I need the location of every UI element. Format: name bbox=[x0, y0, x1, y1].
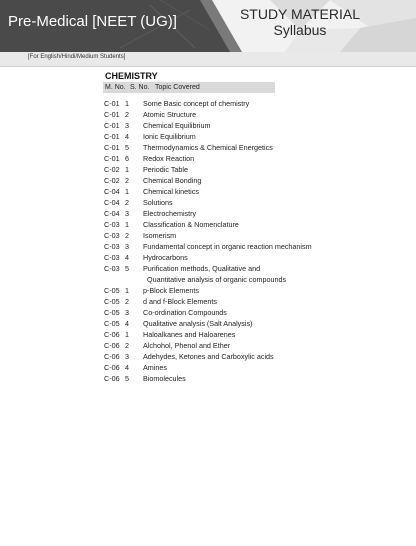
topic-row bbox=[104, 109, 404, 120]
topic: Chemical Bonding bbox=[143, 176, 202, 185]
serial-no: 3 bbox=[125, 308, 129, 317]
topic: Chemical Equilibrium bbox=[143, 121, 211, 130]
topic-row bbox=[104, 329, 404, 340]
topic-row bbox=[104, 296, 404, 307]
module-no: C-06 bbox=[104, 352, 120, 361]
module-no: C-01 bbox=[104, 143, 120, 152]
serial-no: 1 bbox=[125, 220, 129, 229]
topic-row bbox=[104, 351, 404, 362]
topic-row bbox=[104, 362, 404, 373]
serial-no: 6 bbox=[125, 154, 129, 163]
module-no: C-01 bbox=[104, 99, 120, 108]
topic: Quantitative analysis of organic compounds bbox=[147, 275, 287, 284]
topic: Hydrocarbons bbox=[143, 253, 188, 262]
topic-row bbox=[104, 186, 404, 197]
study-material-label: STUDY MATERIAL bbox=[239, 6, 360, 22]
module-no: C-04 bbox=[104, 187, 120, 196]
topic: Redox Reaction bbox=[143, 154, 195, 163]
topic: Some Basic concept of chemistry bbox=[143, 99, 250, 108]
serial-no: 1 bbox=[125, 187, 129, 196]
serial-no: 2 bbox=[125, 198, 129, 207]
topic: Alchohol, Phenol and Ether bbox=[143, 341, 231, 350]
topic-row-continuation bbox=[104, 274, 404, 285]
module-no: C-01 bbox=[104, 121, 120, 130]
serial-no: 2 bbox=[125, 231, 129, 240]
topic: Co-ordination Compounds bbox=[143, 308, 227, 317]
topic: Isomerism bbox=[143, 231, 177, 240]
serial-no: 5 bbox=[125, 374, 129, 383]
topic-row bbox=[104, 153, 404, 164]
module-no: C-05 bbox=[104, 308, 120, 317]
topic-row bbox=[104, 263, 404, 274]
serial-no: 3 bbox=[125, 121, 129, 130]
topic-row bbox=[104, 98, 404, 109]
student-info-text: [For English/Hindi/Medium Students] bbox=[28, 54, 126, 60]
topic: Amines bbox=[143, 363, 167, 372]
module-no: C-04 bbox=[104, 198, 120, 207]
module-no: C-04 bbox=[104, 209, 120, 218]
topic-row bbox=[104, 340, 404, 351]
topic: Solutions bbox=[143, 198, 173, 207]
module-no: C-01 bbox=[104, 110, 120, 119]
module-no: C-06 bbox=[104, 363, 120, 372]
topic-row bbox=[104, 285, 404, 296]
topic-row bbox=[104, 373, 404, 384]
module-no: C-05 bbox=[104, 297, 120, 306]
serial-no: 1 bbox=[125, 330, 129, 339]
topic: Electrochemistry bbox=[143, 209, 197, 218]
serial-no: 5 bbox=[125, 264, 129, 273]
topic-row bbox=[104, 230, 404, 241]
module-no: C-06 bbox=[104, 341, 120, 350]
module-no: C-01 bbox=[104, 154, 120, 163]
module-no: C-05 bbox=[104, 319, 120, 328]
topic: Thermodynamics & Chemical Energetics bbox=[143, 143, 273, 152]
topic-row bbox=[104, 252, 404, 263]
module-no: C-05 bbox=[104, 286, 120, 295]
topic-row bbox=[104, 197, 404, 208]
serial-no: 3 bbox=[125, 242, 129, 251]
header-title: Pre-Medical [NEET (UG)] bbox=[8, 13, 177, 30]
topic-row bbox=[104, 219, 404, 230]
topic-row bbox=[104, 131, 404, 142]
topic-row bbox=[104, 318, 404, 329]
topic-list bbox=[104, 98, 404, 384]
col-module-no: M. No. bbox=[105, 84, 126, 91]
module-no: C-03 bbox=[104, 231, 120, 240]
topic-row bbox=[104, 175, 404, 186]
serial-no: 4 bbox=[125, 132, 129, 141]
topic: Ionic Equilibrium bbox=[143, 132, 196, 141]
topic-row bbox=[104, 307, 404, 318]
serial-no: 2 bbox=[125, 341, 129, 350]
module-no: C-06 bbox=[104, 374, 120, 383]
study-material-title bbox=[240, 6, 360, 38]
serial-no: 1 bbox=[125, 286, 129, 295]
module-no: C-01 bbox=[104, 132, 120, 141]
topic: Adehydes, Ketones and Carboxylic acids bbox=[143, 352, 274, 361]
topic: Purification methods, Qualitative and bbox=[143, 264, 261, 273]
serial-no: 2 bbox=[125, 297, 129, 306]
serial-no: 1 bbox=[125, 99, 129, 108]
module-no: C-03 bbox=[104, 220, 120, 229]
student-info-bar bbox=[0, 52, 416, 67]
topic: p-Block Elements bbox=[143, 286, 199, 295]
topic-row bbox=[104, 142, 404, 153]
serial-no: 2 bbox=[125, 176, 129, 185]
serial-no: 2 bbox=[125, 110, 129, 119]
serial-no: 4 bbox=[125, 319, 129, 328]
topic: Qualitative analysis (Salt Analysis) bbox=[143, 319, 253, 328]
topic: Biomolecules bbox=[143, 374, 186, 383]
topic-row bbox=[104, 241, 404, 252]
topic-row bbox=[104, 164, 404, 175]
col-serial-no: S. No. bbox=[130, 84, 150, 91]
topic: Classification & Nomenclature bbox=[143, 220, 239, 229]
serial-no: 5 bbox=[125, 143, 129, 152]
module-no: C-03 bbox=[104, 264, 120, 273]
serial-no: 3 bbox=[125, 352, 129, 361]
topic: Atomic Structure bbox=[143, 110, 197, 119]
topic: Periodic Table bbox=[143, 165, 189, 174]
module-no: C-02 bbox=[104, 165, 120, 174]
syllabus-label: Syllabus bbox=[273, 22, 327, 38]
module-no: C-03 bbox=[104, 253, 120, 262]
col-topic: Topic Covered bbox=[155, 84, 200, 91]
serial-no: 4 bbox=[125, 363, 129, 372]
module-no: C-03 bbox=[104, 242, 120, 251]
module-no: C-02 bbox=[104, 176, 120, 185]
topic: Chemical kinetics bbox=[143, 187, 199, 196]
section-title: CHEMISTRY bbox=[105, 71, 158, 81]
module-no: C-06 bbox=[104, 330, 120, 339]
topic: Fundamental concept in organic reaction mechanism bbox=[143, 242, 312, 251]
topic-row bbox=[104, 120, 404, 131]
serial-no: 3 bbox=[125, 209, 129, 218]
topic-row bbox=[104, 208, 404, 219]
page-header bbox=[0, 0, 416, 52]
topic: Haloalkanes and Haloarenes bbox=[143, 330, 236, 339]
serial-no: 4 bbox=[125, 253, 129, 262]
topic: d and f-Block Elements bbox=[143, 297, 217, 306]
serial-no: 1 bbox=[125, 165, 129, 174]
column-header bbox=[103, 82, 275, 93]
